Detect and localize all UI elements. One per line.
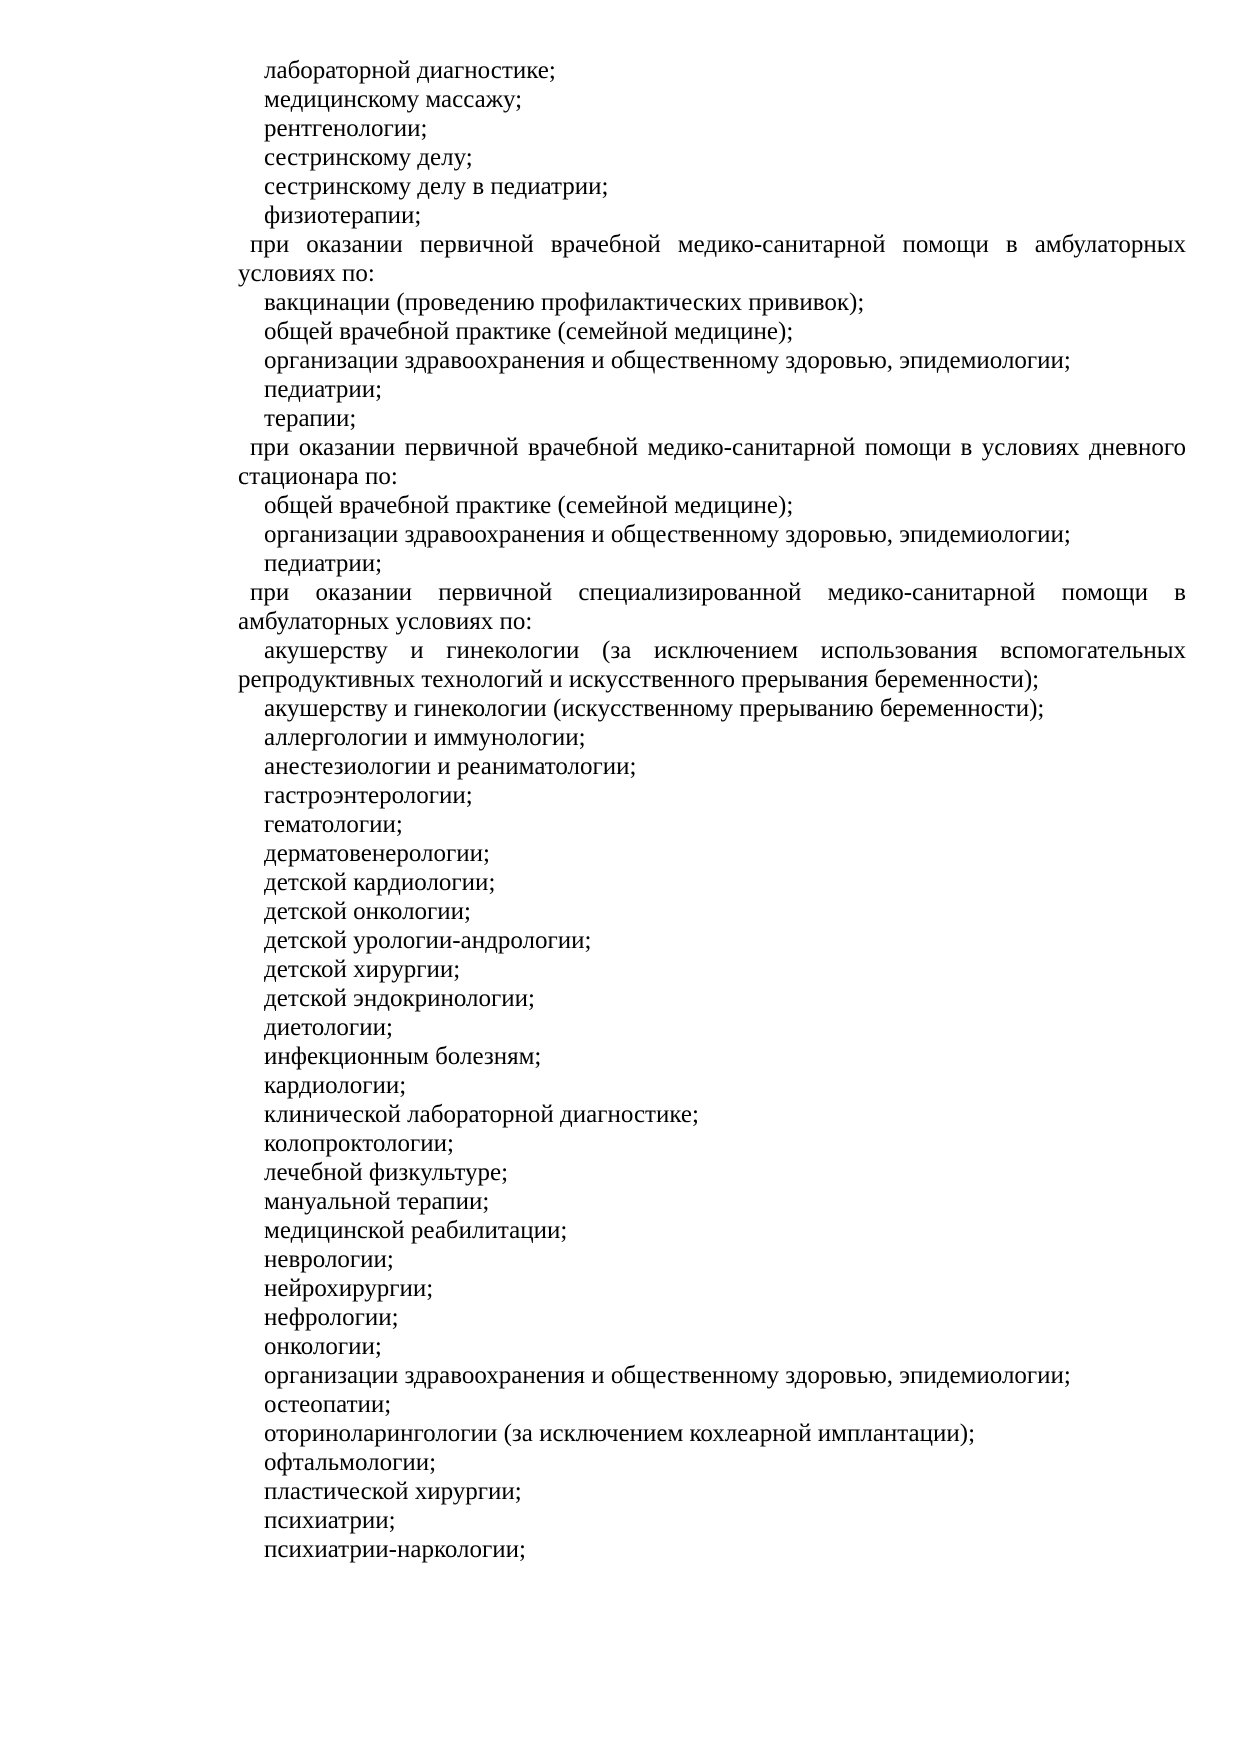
section-heading: при оказании первичной специализированной медико-санитарной помощи в амбулаторных условиях по: xyxy=(238,579,1186,635)
list-item: организации здравоохранения и общественному здоровью, эпидемиологии; xyxy=(264,1362,1071,1389)
list-item: педиатрии; xyxy=(264,376,383,403)
list-item: кардиологии; xyxy=(264,1072,407,1099)
list-item: лечебной физкультуре; xyxy=(264,1159,509,1186)
list-item: общей врачебной практике (семейной медицине); xyxy=(264,318,794,345)
list-item: офтальмологии; xyxy=(264,1449,437,1476)
list-item: анестезиологии и реаниматологии; xyxy=(264,753,637,780)
list-item: лабораторной диагностике; xyxy=(264,57,556,84)
list-item: неврологии; xyxy=(264,1246,394,1273)
list-item: детской эндокринологии; xyxy=(264,985,535,1012)
list-item: физиотерапии; xyxy=(264,202,422,229)
list-item: терапии; xyxy=(264,405,357,432)
list-item: мануальной терапии; xyxy=(264,1188,490,1215)
list-item: медицинской реабилитации; xyxy=(264,1217,568,1244)
list-item: детской урологии-андрологии; xyxy=(264,927,592,954)
list-item: общей врачебной практике (семейной медицине); xyxy=(264,492,794,519)
list-item: клинической лабораторной диагностике; xyxy=(264,1101,699,1128)
list-item: инфекционным болезням; xyxy=(264,1043,542,1070)
list-item: нейрохирургии; xyxy=(264,1275,434,1302)
list-item: рентгенологии; xyxy=(264,115,428,142)
list-item: нефрологии; xyxy=(264,1304,399,1331)
list-item: остеопатии; xyxy=(264,1391,392,1418)
list-item: сестринскому делу в педиатрии; xyxy=(264,173,609,200)
document-body xyxy=(238,56,1186,1564)
list-item: детской хирургии; xyxy=(264,956,461,983)
list-item: колопроктологии; xyxy=(264,1130,454,1157)
list-item: гастроэнтерологии; xyxy=(264,782,473,809)
list-item: дерматовенерологии; xyxy=(264,840,490,867)
list-item: организации здравоохранения и общественному здоровью, эпидемиологии; xyxy=(264,347,1071,374)
list-item: психиатрии; xyxy=(264,1507,396,1534)
list-item: вакцинации (проведению профилактических прививок); xyxy=(264,289,865,316)
document-page xyxy=(238,56,1186,1564)
list-item: детской онкологии; xyxy=(264,898,472,925)
list-item: онкологии; xyxy=(264,1333,382,1360)
list-item: организации здравоохранения и общественному здоровью, эпидемиологии; xyxy=(264,521,1071,548)
list-item: психиатрии-наркологии; xyxy=(264,1536,526,1563)
list-item: оториноларингологии (за исключением кохлеарной имплантации); xyxy=(264,1420,976,1447)
list-item: акушерству и гинекологии (за исключением использования вспомогательных репродуктивных технологий и искусственного прерывания беременности); xyxy=(238,637,1186,693)
list-item: гематологии; xyxy=(264,811,403,838)
list-item: медицинскому массажу; xyxy=(264,86,523,113)
section-heading: при оказании первичной врачебной медико-санитарной помощи в амбулаторных условиях по: xyxy=(238,231,1186,287)
list-item: акушерству и гинекологии (искусственному прерыванию беременности); xyxy=(264,695,1045,722)
section-heading: при оказании первичной врачебной медико-санитарной помощи в условиях дневного стационара по: xyxy=(238,434,1186,490)
list-item: детской кардиологии; xyxy=(264,869,496,896)
list-item: педиатрии; xyxy=(264,550,383,577)
list-item: диетологии; xyxy=(264,1014,393,1041)
list-item: аллергологии и иммунологии; xyxy=(264,724,586,751)
list-item: пластической хирургии; xyxy=(264,1478,522,1505)
list-item: сестринскому делу; xyxy=(264,144,473,171)
